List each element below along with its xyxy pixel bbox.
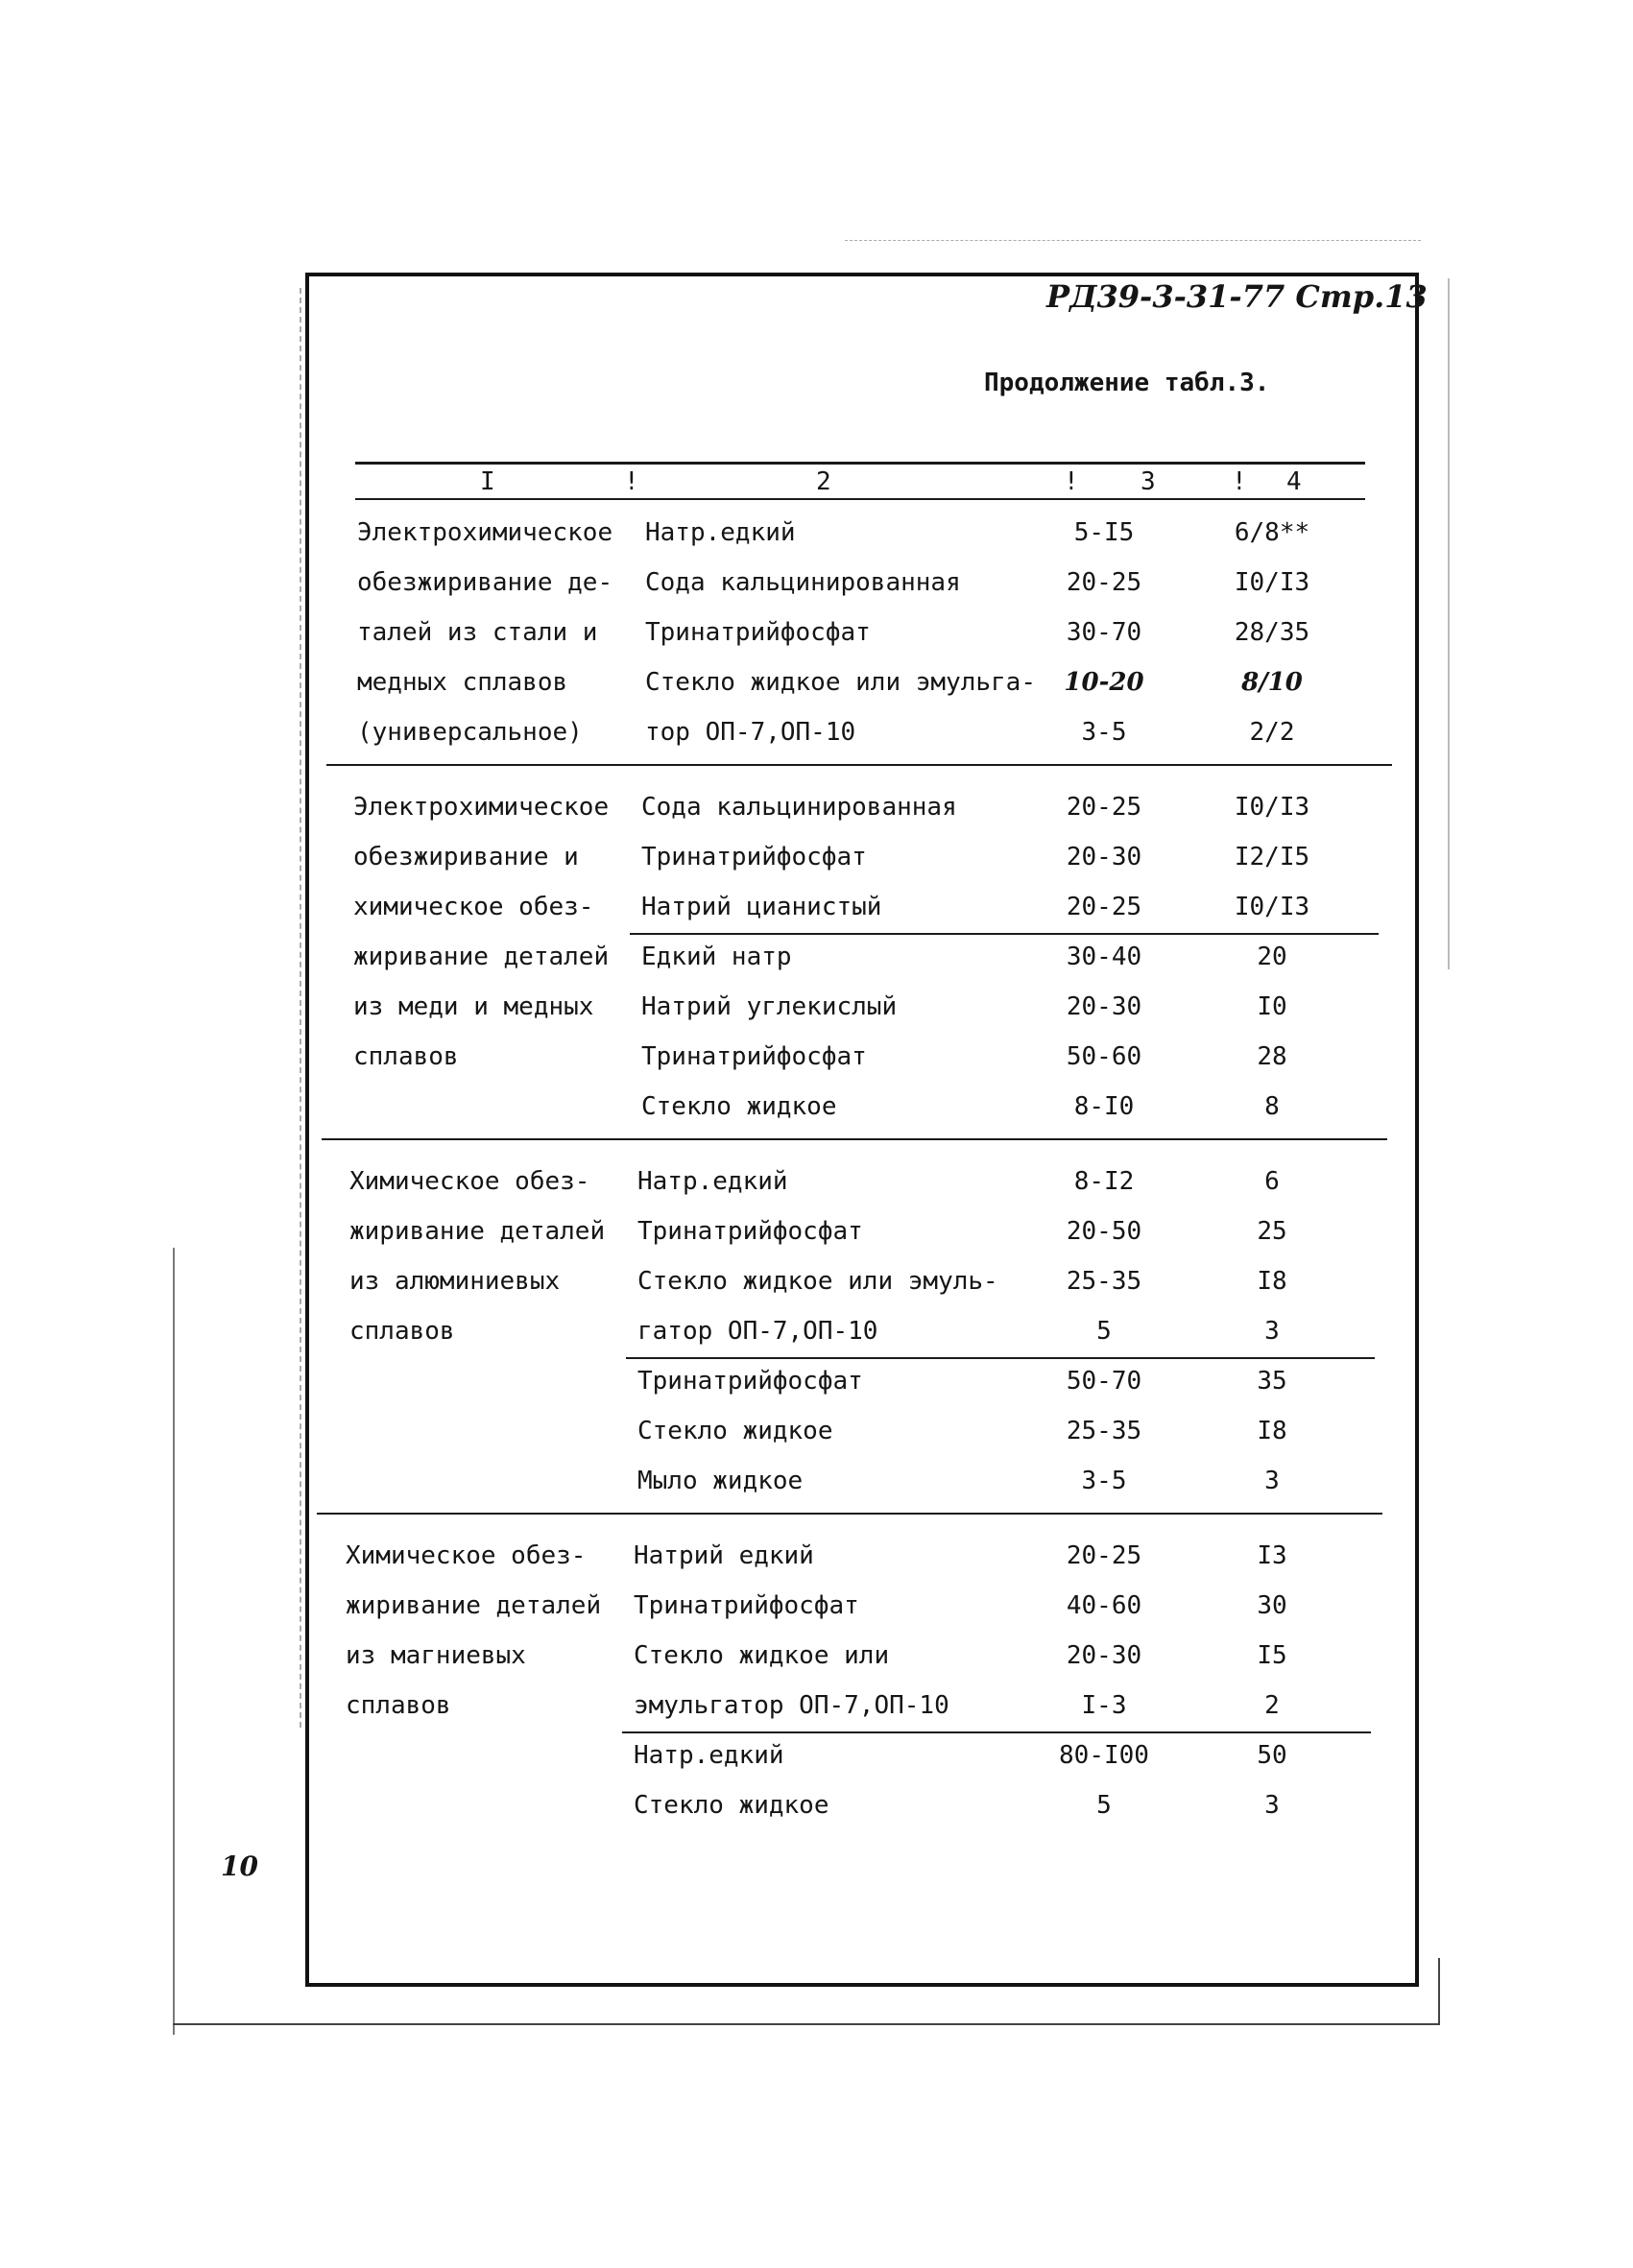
concentration-range: 30-40 — [1066, 943, 1142, 971]
reagent-name: Стекло жидкое — [637, 1417, 833, 1445]
reagent-name: Тринатрийфосфат — [645, 618, 871, 647]
process-name-line: Электрохимическое — [357, 518, 613, 547]
reagent-name: Мыло жидкое — [637, 1467, 804, 1495]
outer-frame-bottom — [173, 2023, 1440, 2025]
concentration-range: 5 — [1096, 1317, 1112, 1346]
concentration-range: 20-30 — [1066, 1641, 1142, 1670]
reagent-name: Стекло жидкое или — [634, 1641, 890, 1670]
reagent-name: Тринатрийфосфат — [641, 1042, 867, 1071]
process-name-line: сплавов — [349, 1317, 455, 1346]
recommended-value: 3 — [1264, 1791, 1280, 1820]
recommended-value: 30 — [1257, 1591, 1287, 1620]
top-scan-marks — [845, 240, 1421, 245]
concentration-range: 20-25 — [1066, 793, 1142, 822]
concentration-range: 20-30 — [1066, 992, 1142, 1021]
column-header-1: I — [480, 467, 495, 496]
reagent-name: Тринатрийфосфат — [637, 1217, 863, 1246]
concentration-range: 5 — [1096, 1791, 1112, 1820]
process-name-line: сплавов — [346, 1691, 451, 1720]
left-scan-marks — [300, 288, 301, 1728]
concentration-range: 20-30 — [1066, 843, 1142, 871]
process-name-line: талей из стали и — [357, 618, 598, 647]
recommended-value: I5 — [1257, 1641, 1287, 1670]
group-separator-rule — [317, 1513, 1382, 1515]
recommended-value: 2/2 — [1249, 718, 1295, 747]
reagent-name: Сода кальцинированная — [641, 793, 957, 822]
reagent-name: Едкий натр — [641, 943, 792, 971]
subgroup-rule — [626, 1357, 1375, 1359]
concentration-range: 10-20 — [1064, 668, 1144, 697]
process-name-line: Химическое обез- — [346, 1541, 587, 1570]
column-header-4: 4 — [1286, 467, 1302, 496]
reagent-name: Сода кальцинированная — [645, 568, 961, 597]
recommended-value: I0 — [1257, 992, 1287, 1021]
concentration-range: 80-I00 — [1059, 1741, 1149, 1770]
recommended-value: 6 — [1264, 1167, 1280, 1196]
reagent-name: Натрий цианистый — [641, 893, 882, 921]
reagent-name: тор ОП-7,ОП-10 — [645, 718, 856, 747]
recommended-value: I3 — [1257, 1541, 1287, 1570]
process-name-line: Электрохимическое — [353, 793, 610, 822]
subgroup-rule — [622, 1731, 1371, 1733]
concentration-range: 20-25 — [1066, 568, 1142, 597]
recommended-value: 3 — [1264, 1317, 1280, 1346]
recommended-value: 35 — [1257, 1367, 1287, 1396]
reagent-name: Стекло жидкое или эмульга- — [645, 668, 1036, 697]
document-code: РД39-3-31-77 Стр.13 — [1046, 278, 1428, 315]
reagent-name: гатор ОП-7,ОП-10 — [637, 1317, 878, 1346]
recommended-value: 8 — [1264, 1092, 1280, 1121]
recommended-value: 6/8** — [1234, 518, 1310, 547]
reagent-name: Стекло жидкое — [634, 1791, 829, 1820]
process-name-line: жиривание деталей — [346, 1591, 602, 1620]
recommended-value: I8 — [1257, 1267, 1287, 1296]
reagent-name: Натрий едкий — [634, 1541, 814, 1570]
side-scan-mark — [1448, 278, 1450, 969]
recommended-value: I0/I3 — [1234, 568, 1310, 597]
reagent-name: Натр.едкий — [637, 1167, 788, 1196]
concentration-range: 50-60 — [1066, 1042, 1142, 1071]
concentration-range: 50-70 — [1066, 1367, 1142, 1396]
recommended-value: 50 — [1257, 1741, 1287, 1770]
column-separator: ! — [624, 467, 639, 496]
recommended-value: I8 — [1257, 1417, 1287, 1445]
reagent-name: Стекло жидкое или эмуль- — [637, 1267, 998, 1296]
process-name-line: жиривание деталей — [349, 1217, 606, 1246]
process-name-line: Химическое обез- — [349, 1167, 590, 1196]
recommended-value: 8/10 — [1241, 668, 1303, 697]
recommended-value: 25 — [1257, 1217, 1287, 1246]
recommended-value: I0/I3 — [1234, 893, 1310, 921]
group-separator-rule — [322, 1138, 1387, 1140]
process-name-line: химическое обез- — [353, 893, 594, 921]
concentration-range: 20-25 — [1066, 893, 1142, 921]
recommended-value: 2 — [1264, 1691, 1280, 1720]
concentration-range: 8-I0 — [1073, 1092, 1135, 1121]
recommended-value: 28/35 — [1234, 618, 1310, 647]
column-header-2: 2 — [816, 467, 831, 496]
reagent-name: Натрий углекислый — [641, 992, 898, 1021]
reagent-name: Тринатрийфосфат — [641, 843, 867, 871]
concentration-range: 8-I2 — [1073, 1167, 1135, 1196]
process-name-line: обезжиривание де- — [357, 568, 613, 597]
process-name-line: жиривание деталей — [353, 943, 610, 971]
concentration-range: 3-5 — [1081, 718, 1127, 747]
reagent-name: Натр.едкий — [645, 518, 796, 547]
concentration-range: 25-35 — [1066, 1417, 1142, 1445]
process-name-line: медных сплавов — [357, 668, 568, 697]
header-bottom-rule — [355, 498, 1365, 500]
reagent-name: Тринатрийфосфат — [637, 1367, 863, 1396]
outer-frame-right — [1438, 1958, 1440, 2025]
reagent-name: Стекло жидкое — [641, 1092, 837, 1121]
outer-frame-left — [173, 1248, 175, 2035]
page-number: 10 — [221, 1850, 258, 1882]
recommended-value: 28 — [1257, 1042, 1287, 1071]
recommended-value: 3 — [1264, 1467, 1280, 1495]
column-header-3: 3 — [1141, 467, 1156, 496]
concentration-range: 40-60 — [1066, 1591, 1142, 1620]
concentration-range: 5-I5 — [1073, 518, 1135, 547]
concentration-range: 25-35 — [1066, 1267, 1142, 1296]
process-name-line: обезжиривание и — [353, 843, 579, 871]
subgroup-rule — [630, 933, 1379, 935]
header-top-rule — [355, 462, 1365, 465]
recommended-value: I0/I3 — [1234, 793, 1310, 822]
process-name-line: (универсальное) — [357, 718, 583, 747]
reagent-name: Тринатрийфосфат — [634, 1591, 859, 1620]
recommended-value: I2/I5 — [1234, 843, 1310, 871]
reagent-name: эмульгатор ОП-7,ОП-10 — [634, 1691, 949, 1720]
concentration-range: I-3 — [1081, 1691, 1127, 1720]
table-continuation-label: Продолжение табл.3. — [984, 369, 1270, 397]
process-name-line: сплавов — [353, 1042, 459, 1071]
recommended-value: 20 — [1257, 943, 1287, 971]
process-name-line: из алюминиевых — [349, 1267, 561, 1296]
process-name-line: из магниевых — [346, 1641, 526, 1670]
column-separator: ! — [1232, 467, 1247, 496]
process-name-line: из меди и медных — [353, 992, 594, 1021]
column-separator: ! — [1064, 467, 1079, 496]
concentration-range: 20-25 — [1066, 1541, 1142, 1570]
concentration-range: 3-5 — [1081, 1467, 1127, 1495]
group-separator-rule — [326, 764, 1392, 766]
concentration-range: 30-70 — [1066, 618, 1142, 647]
reagent-name: Натр.едкий — [634, 1741, 784, 1770]
concentration-range: 20-50 — [1066, 1217, 1142, 1246]
